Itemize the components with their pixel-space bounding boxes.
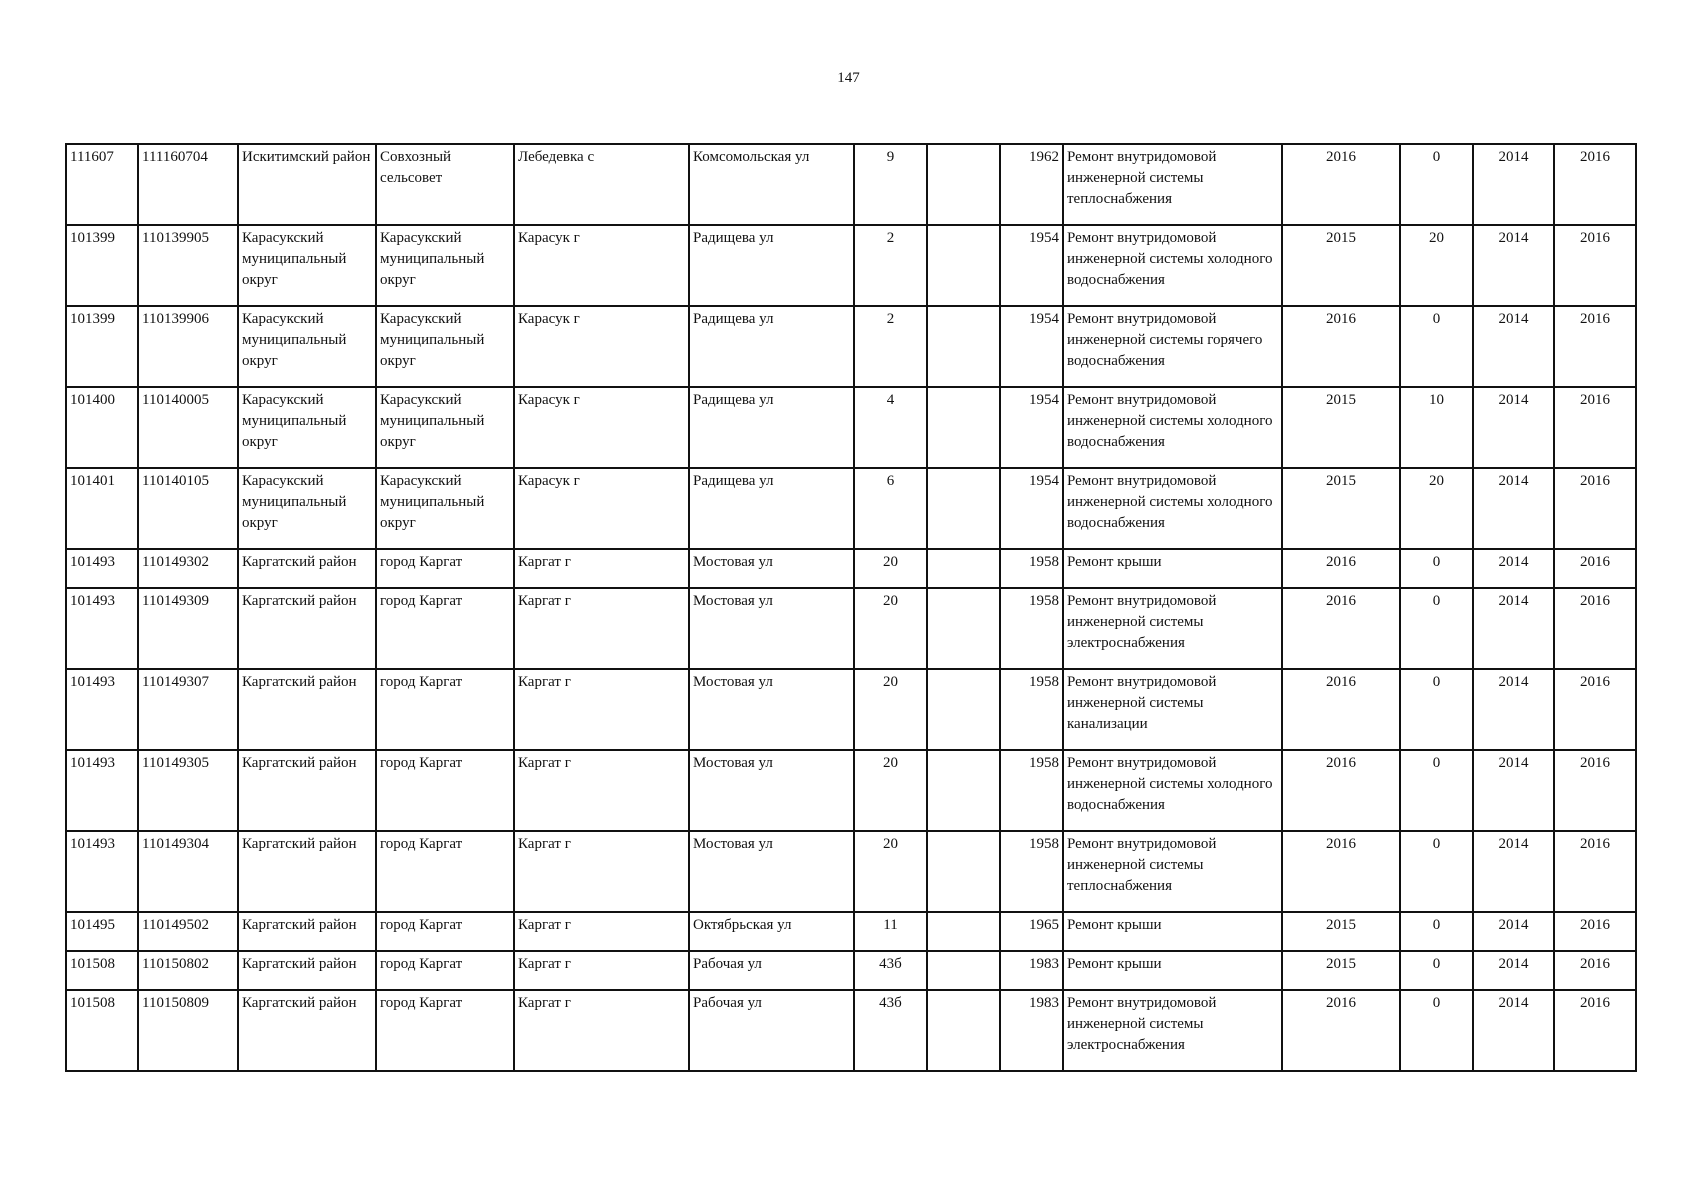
cell-id: 101508 (66, 990, 138, 1071)
cell-id: 101493 (66, 669, 138, 750)
cell-house: 20 (854, 588, 927, 669)
cell-from-year: 2014 (1473, 831, 1554, 912)
cell-locality: Каргат г (514, 990, 689, 1071)
cell-id: 101399 (66, 306, 138, 387)
cell-value: 10 (1400, 387, 1473, 468)
cell-municipality: город Каргат (376, 912, 514, 951)
cell-street: Октябрьская ул (689, 912, 854, 951)
cell-street: Комсомольская ул (689, 144, 854, 225)
cell-to-year: 2016 (1554, 990, 1636, 1071)
cell-code: 110139905 (138, 225, 238, 306)
cell-work: Ремонт крыши (1063, 912, 1282, 951)
table-row (66, 750, 1636, 831)
cell-locality: Каргат г (514, 912, 689, 951)
cell-plan-year: 2015 (1282, 225, 1400, 306)
cell-locality: Каргат г (514, 951, 689, 990)
cell-code: 110150802 (138, 951, 238, 990)
cell-code: 110140105 (138, 468, 238, 549)
cell-from-year: 2014 (1473, 549, 1554, 588)
table-row (66, 990, 1636, 1071)
cell-from-year: 2014 (1473, 990, 1554, 1071)
cell-id: 101493 (66, 549, 138, 588)
cell-municipality: Карасукский муниципальный округ (376, 225, 514, 306)
cell-year: 1983 (1000, 951, 1063, 990)
cell-id: 101508 (66, 951, 138, 990)
cell-to-year: 2016 (1554, 831, 1636, 912)
cell-house: 20 (854, 669, 927, 750)
table-row (66, 549, 1636, 588)
cell-work: Ремонт внутридомовой инженерной системы холодного водоснабжения (1063, 750, 1282, 831)
cell-id: 101400 (66, 387, 138, 468)
cell-year: 1958 (1000, 669, 1063, 750)
table-body (66, 144, 1636, 1071)
cell-code: 110149302 (138, 549, 238, 588)
cell-district: Каргатский район (238, 831, 376, 912)
cell-year: 1954 (1000, 306, 1063, 387)
cell-locality: Каргат г (514, 549, 689, 588)
table-row (66, 468, 1636, 549)
cell-street: Мостовая ул (689, 831, 854, 912)
cell-plan-year: 2016 (1282, 669, 1400, 750)
cell-from-year: 2014 (1473, 144, 1554, 225)
cell-locality: Каргат г (514, 588, 689, 669)
cell-id: 101399 (66, 225, 138, 306)
cell-work: Ремонт крыши (1063, 951, 1282, 990)
cell-house: 43б (854, 951, 927, 990)
cell-plan-year: 2015 (1282, 387, 1400, 468)
cell-house: 6 (854, 468, 927, 549)
cell-plan-year: 2015 (1282, 468, 1400, 549)
cell-code: 110149305 (138, 750, 238, 831)
cell-to-year: 2016 (1554, 306, 1636, 387)
cell-locality: Каргат г (514, 669, 689, 750)
cell-plan-year: 2016 (1282, 549, 1400, 588)
cell-from-year: 2014 (1473, 468, 1554, 549)
cell-house: 20 (854, 549, 927, 588)
cell-year: 1954 (1000, 468, 1063, 549)
cell-municipality: город Каргат (376, 750, 514, 831)
cell-district: Каргатский район (238, 912, 376, 951)
cell-work: Ремонт внутридомовой инженерной системы горячего водоснабжения (1063, 306, 1282, 387)
cell-extra (927, 912, 1000, 951)
cell-street: Рабочая ул (689, 951, 854, 990)
cell-district: Карасукский муниципальный округ (238, 306, 376, 387)
cell-street: Мостовая ул (689, 588, 854, 669)
cell-locality: Карасук г (514, 306, 689, 387)
cell-street: Радищева ул (689, 306, 854, 387)
cell-year: 1958 (1000, 750, 1063, 831)
table-row (66, 669, 1636, 750)
cell-id: 101401 (66, 468, 138, 549)
cell-work: Ремонт внутридомовой инженерной системы электроснабжения (1063, 588, 1282, 669)
cell-work: Ремонт внутридомовой инженерной системы канализации (1063, 669, 1282, 750)
table-row (66, 387, 1636, 468)
cell-district: Карасукский муниципальный округ (238, 387, 376, 468)
cell-locality: Каргат г (514, 831, 689, 912)
cell-house: 4 (854, 387, 927, 468)
table-row (66, 144, 1636, 225)
cell-extra (927, 951, 1000, 990)
cell-to-year: 2016 (1554, 549, 1636, 588)
cell-year: 1983 (1000, 990, 1063, 1071)
cell-extra (927, 750, 1000, 831)
cell-value: 0 (1400, 669, 1473, 750)
cell-to-year: 2016 (1554, 750, 1636, 831)
cell-id: 111607 (66, 144, 138, 225)
cell-from-year: 2014 (1473, 912, 1554, 951)
cell-id: 101493 (66, 831, 138, 912)
cell-code: 110149502 (138, 912, 238, 951)
cell-to-year: 2016 (1554, 387, 1636, 468)
cell-work: Ремонт внутридомовой инженерной системы холодного водоснабжения (1063, 387, 1282, 468)
table-row (66, 831, 1636, 912)
cell-value: 0 (1400, 144, 1473, 225)
cell-year: 1954 (1000, 387, 1063, 468)
cell-code: 110140005 (138, 387, 238, 468)
cell-municipality: город Каргат (376, 951, 514, 990)
cell-plan-year: 2016 (1282, 750, 1400, 831)
cell-municipality: Совхозный сельсовет (376, 144, 514, 225)
cell-value: 0 (1400, 588, 1473, 669)
cell-from-year: 2014 (1473, 588, 1554, 669)
cell-value: 20 (1400, 468, 1473, 549)
cell-value: 0 (1400, 951, 1473, 990)
cell-code: 110139906 (138, 306, 238, 387)
cell-house: 9 (854, 144, 927, 225)
cell-municipality: Карасукский муниципальный округ (376, 306, 514, 387)
cell-house: 2 (854, 306, 927, 387)
cell-from-year: 2014 (1473, 387, 1554, 468)
cell-work: Ремонт внутридомовой инженерной системы электроснабжения (1063, 990, 1282, 1071)
cell-plan-year: 2016 (1282, 990, 1400, 1071)
cell-id: 101493 (66, 750, 138, 831)
cell-district: Карасукский муниципальный округ (238, 468, 376, 549)
cell-work: Ремонт внутридомовой инженерной системы холодного водоснабжения (1063, 468, 1282, 549)
cell-year: 1958 (1000, 588, 1063, 669)
cell-extra (927, 549, 1000, 588)
cell-value: 0 (1400, 549, 1473, 588)
cell-street: Мостовая ул (689, 669, 854, 750)
cell-value: 0 (1400, 831, 1473, 912)
cell-code: 111160704 (138, 144, 238, 225)
cell-extra (927, 990, 1000, 1071)
cell-municipality: город Каргат (376, 669, 514, 750)
repair-registry-table (65, 143, 1637, 1072)
cell-municipality: город Каргат (376, 588, 514, 669)
cell-code: 110149307 (138, 669, 238, 750)
cell-id: 101493 (66, 588, 138, 669)
cell-value: 0 (1400, 306, 1473, 387)
cell-district: Каргатский район (238, 588, 376, 669)
cell-street: Радищева ул (689, 387, 854, 468)
cell-from-year: 2014 (1473, 306, 1554, 387)
cell-value: 0 (1400, 750, 1473, 831)
cell-district: Искитимский район (238, 144, 376, 225)
cell-from-year: 2014 (1473, 750, 1554, 831)
table-row (66, 588, 1636, 669)
cell-work: Ремонт внутридомовой инженерной системы теплоснабжения (1063, 144, 1282, 225)
cell-from-year: 2014 (1473, 951, 1554, 990)
cell-to-year: 2016 (1554, 144, 1636, 225)
cell-house: 43б (854, 990, 927, 1071)
cell-street: Мостовая ул (689, 549, 854, 588)
cell-extra (927, 306, 1000, 387)
table-row (66, 912, 1636, 951)
cell-extra (927, 144, 1000, 225)
cell-plan-year: 2016 (1282, 306, 1400, 387)
cell-extra (927, 225, 1000, 306)
cell-extra (927, 387, 1000, 468)
cell-year: 1958 (1000, 549, 1063, 588)
cell-plan-year: 2016 (1282, 831, 1400, 912)
cell-house: 11 (854, 912, 927, 951)
cell-to-year: 2016 (1554, 588, 1636, 669)
cell-locality: Лебедевка с (514, 144, 689, 225)
cell-municipality: город Каргат (376, 549, 514, 588)
cell-street: Мостовая ул (689, 750, 854, 831)
cell-year: 1962 (1000, 144, 1063, 225)
cell-extra (927, 588, 1000, 669)
cell-code: 110150809 (138, 990, 238, 1071)
cell-district: Каргатский район (238, 669, 376, 750)
cell-district: Каргатский район (238, 750, 376, 831)
cell-locality: Карасук г (514, 387, 689, 468)
cell-to-year: 2016 (1554, 225, 1636, 306)
cell-locality: Каргат г (514, 750, 689, 831)
table-row (66, 306, 1636, 387)
cell-work: Ремонт внутридомовой инженерной системы теплоснабжения (1063, 831, 1282, 912)
cell-plan-year: 2016 (1282, 588, 1400, 669)
cell-year: 1965 (1000, 912, 1063, 951)
cell-locality: Карасук г (514, 225, 689, 306)
table-row (66, 951, 1636, 990)
cell-to-year: 2016 (1554, 951, 1636, 990)
cell-extra (927, 831, 1000, 912)
cell-municipality: Карасукский муниципальный округ (376, 387, 514, 468)
cell-year: 1954 (1000, 225, 1063, 306)
cell-house: 20 (854, 750, 927, 831)
cell-plan-year: 2015 (1282, 912, 1400, 951)
cell-street: Радищева ул (689, 468, 854, 549)
cell-district: Каргатский район (238, 951, 376, 990)
cell-work: Ремонт крыши (1063, 549, 1282, 588)
cell-code: 110149304 (138, 831, 238, 912)
cell-house: 2 (854, 225, 927, 306)
cell-plan-year: 2016 (1282, 144, 1400, 225)
cell-district: Каргатский район (238, 549, 376, 588)
cell-district: Каргатский район (238, 990, 376, 1071)
cell-plan-year: 2015 (1282, 951, 1400, 990)
cell-id: 101495 (66, 912, 138, 951)
cell-to-year: 2016 (1554, 912, 1636, 951)
cell-value: 0 (1400, 990, 1473, 1071)
cell-street: Радищева ул (689, 225, 854, 306)
cell-year: 1958 (1000, 831, 1063, 912)
page-number: 147 (837, 70, 860, 86)
cell-municipality: город Каргат (376, 831, 514, 912)
cell-work: Ремонт внутридомовой инженерной системы холодного водоснабжения (1063, 225, 1282, 306)
cell-to-year: 2016 (1554, 468, 1636, 549)
cell-code: 110149309 (138, 588, 238, 669)
cell-municipality: Карасукский муниципальный округ (376, 468, 514, 549)
cell-value: 0 (1400, 912, 1473, 951)
cell-locality: Карасук г (514, 468, 689, 549)
cell-to-year: 2016 (1554, 669, 1636, 750)
cell-municipality: город Каргат (376, 990, 514, 1071)
cell-house: 20 (854, 831, 927, 912)
cell-from-year: 2014 (1473, 669, 1554, 750)
cell-extra (927, 669, 1000, 750)
table-row (66, 225, 1636, 306)
cell-district: Карасукский муниципальный округ (238, 225, 376, 306)
cell-street: Рабочая ул (689, 990, 854, 1071)
cell-extra (927, 468, 1000, 549)
cell-value: 20 (1400, 225, 1473, 306)
cell-from-year: 2014 (1473, 225, 1554, 306)
